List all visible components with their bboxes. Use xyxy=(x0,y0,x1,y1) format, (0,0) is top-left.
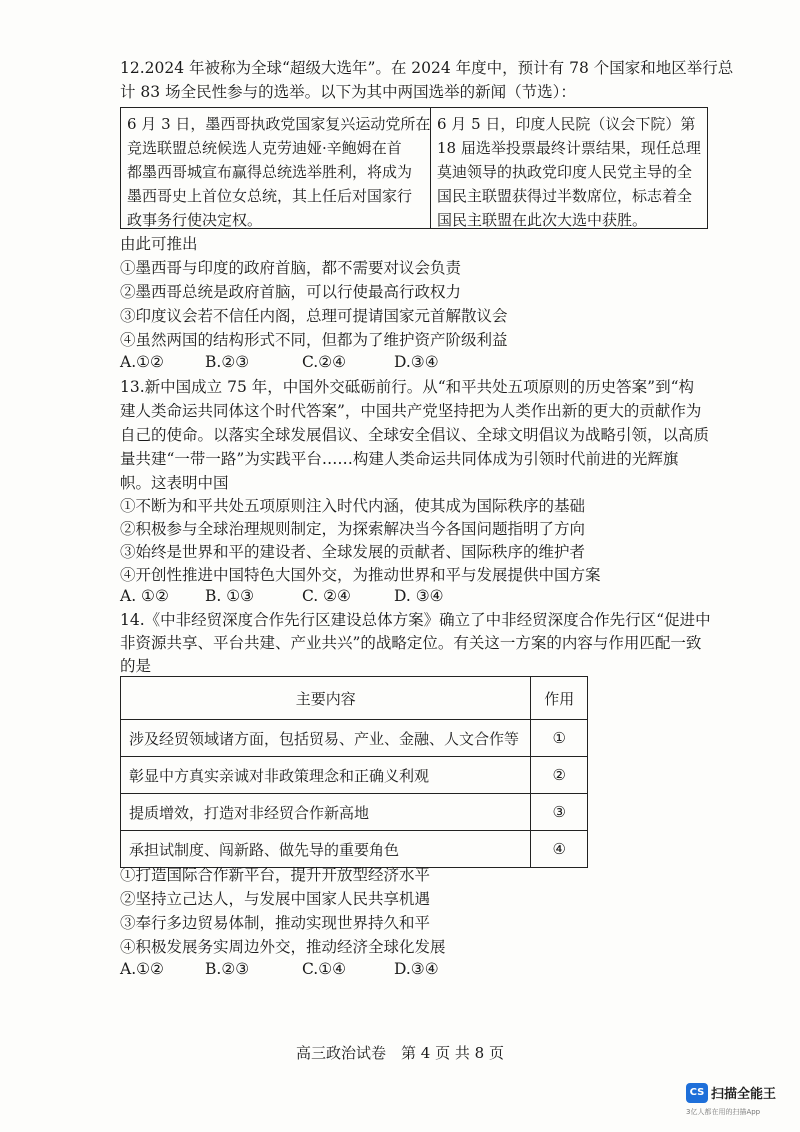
q13-option-b[interactable]: B. ①③ xyxy=(205,587,255,605)
q12-option-c[interactable]: C.②④ xyxy=(302,353,347,371)
q14-line-2: 非资源共享、平台共建、产业共兴”的战略定位。有关这一方案的内容与作用匹配一致 xyxy=(120,634,702,652)
q12-news-table xyxy=(120,107,708,229)
q13-line-5: 帜。这表明中国 xyxy=(120,474,229,492)
table-cell-role: ③ xyxy=(531,794,588,831)
table-row xyxy=(121,794,588,831)
table-header-row xyxy=(121,677,588,720)
q14-item-2: ②坚持立己达人，与发展中国家人民共享机遇 xyxy=(120,890,431,908)
news-india-line: 6 月 5 日，印度人民院（议会下院）第 xyxy=(437,115,696,133)
table-row xyxy=(121,831,588,868)
q13-option-d[interactable]: D. ③④ xyxy=(394,587,444,605)
watermark-tagline: 3亿人都在用的扫描App xyxy=(686,1107,761,1116)
q13-item-3: ③始终是世界和平的建设者、全球发展的贡献者、国际秩序的维护者 xyxy=(120,543,586,561)
q14-item-4: ④积极发展务实周边外交，推动经济全球化发展 xyxy=(120,938,446,956)
q14-option-b[interactable]: B.②③ xyxy=(205,960,250,978)
news-mexico-line: 竞选联盟总统候选人克劳迪娅·辛鲍姆在首 xyxy=(127,139,402,157)
table-cell-content: 承担试制度、闯新路、做先导的重要角色 xyxy=(121,831,531,868)
q14-line-1: 14.《中非经贸深度合作先行区建设总体方案》确立了中非经贸深度合作先行区“促进中 xyxy=(120,611,711,629)
q12-option-a[interactable]: A.①② xyxy=(120,353,164,371)
q12-item-2: ②墨西哥总统是政府首脑，可以行使最高行政权力 xyxy=(120,283,462,301)
watermark-name: 扫描全能王 xyxy=(711,1087,777,1102)
q14-option-a[interactable]: A.①② xyxy=(120,960,164,978)
q14-item-3: ③奉行多边贸易体制，推动实现世界持久和平 xyxy=(120,914,431,932)
q12-line-1: 12.2024 年被称为全球“超级大选年”。在 2024 年度中，预计有 78 个国家和地区举行总 xyxy=(120,59,734,77)
news-mexico-line: 政事务行使决定权。 xyxy=(127,211,263,229)
q13-line-3: 自己的使命。以落实全球发展倡议、全球安全倡议、全球文明倡议为战略引领，以高质 xyxy=(120,426,710,444)
table-row xyxy=(121,720,588,757)
news-india-line: 国民主联盟获得过半数席位，标志着全 xyxy=(437,187,693,205)
q12-options xyxy=(120,353,439,371)
news-mexico xyxy=(121,108,431,228)
q13-line-2: 建人类命运共同体这个时代答案”，中国共产党坚持把为人类作出新的更大的贡献作为 xyxy=(120,402,702,420)
table-cell-content: 涉及经贸领域诸方面，包括贸易、产业、金融、人文合作等 xyxy=(121,720,531,757)
table-cell-content: 彰显中方真实亲诚对非政策理念和正确义利观 xyxy=(121,757,531,794)
table-row xyxy=(121,757,588,794)
news-india-line: 18 届选举投票最终计票结果，现任总理 xyxy=(437,139,701,157)
q14-option-c[interactable]: C.①④ xyxy=(302,960,347,978)
q13-option-c[interactable]: C. ②④ xyxy=(302,587,351,605)
q14-options xyxy=(120,960,439,978)
q12-stem: 由此可推出 xyxy=(120,235,198,253)
news-mexico-line: 6 月 3 日，墨西哥执政党国家复兴运动党所在 xyxy=(127,115,431,133)
q13-item-2: ②积极参与全球治理规则制定，为探索解决当今各国问题指明了方向 xyxy=(120,520,586,538)
q14-line-3: 的是 xyxy=(120,657,152,675)
q13-item-1: ①不断为和平共处五项原则注入时代内涵，使其成为国际秩序的基础 xyxy=(120,497,586,515)
q12-option-d[interactable]: D.③④ xyxy=(394,353,439,371)
q13-option-a[interactable]: A. ①② xyxy=(120,587,169,605)
table-cell-content: 提质增效，打造对非经贸合作新高地 xyxy=(121,794,531,831)
q12-item-1: ①墨西哥与印度的政府首脑，都不需要对议会负责 xyxy=(120,259,462,277)
q13-line-4: 量共建“一带一路”为实践平台……构建人类命运共同体成为引领时代前进的光辉旗 xyxy=(120,450,679,468)
news-india-line: 莫迪领导的执政党印度人民党主导的全 xyxy=(437,163,693,181)
table-cell-role: ① xyxy=(531,720,588,757)
q12-line-2: 计 83 场全民性参与的选举。以下为其中两国选举的新闻（节选）： xyxy=(120,83,576,101)
q12-item-3: ③印度议会若不信任内阁，总理可提请国家元首解散议会 xyxy=(120,307,508,325)
table-cell-role: ② xyxy=(531,757,588,794)
q12-option-b[interactable]: B.②③ xyxy=(205,353,250,371)
news-mexico-line: 都墨西哥城宣布赢得总统选举胜利，将成为 xyxy=(127,163,413,181)
q13-line-1: 13.新中国成立 75 年，中国外交砥砺前行。从“和平共处五项原则的历史答案”到“构 xyxy=(120,378,695,396)
table-header-content: 主要内容 xyxy=(121,677,531,720)
q13-options xyxy=(120,587,444,605)
table-header-role: 作用 xyxy=(531,677,588,720)
scanner-watermark xyxy=(686,1082,796,1117)
camscanner-logo-icon: CS xyxy=(686,1083,708,1103)
q13-item-4: ④开创性推进中国特色大国外交，为推动世界和平与发展提供中国方案 xyxy=(120,566,601,584)
q12-item-4: ④虽然两国的结构形式不同，但都为了维护资产阶级利益 xyxy=(120,331,508,349)
news-india-line: 国民主联盟在此次大选中获胜。 xyxy=(437,211,648,229)
table-cell-role: ④ xyxy=(531,831,588,868)
q14-content-table xyxy=(120,676,588,868)
q14-item-1: ①打造国际合作新平台，提升开放型经济水平 xyxy=(120,866,431,884)
q14-option-d[interactable]: D.③④ xyxy=(394,960,439,978)
page-footer: 高三政治试卷 第 4 页 共 8 页 xyxy=(296,1044,504,1062)
news-mexico-line: 墨西哥史上首位女总统，其上任后对国家行 xyxy=(127,187,413,205)
news-india xyxy=(431,108,707,228)
